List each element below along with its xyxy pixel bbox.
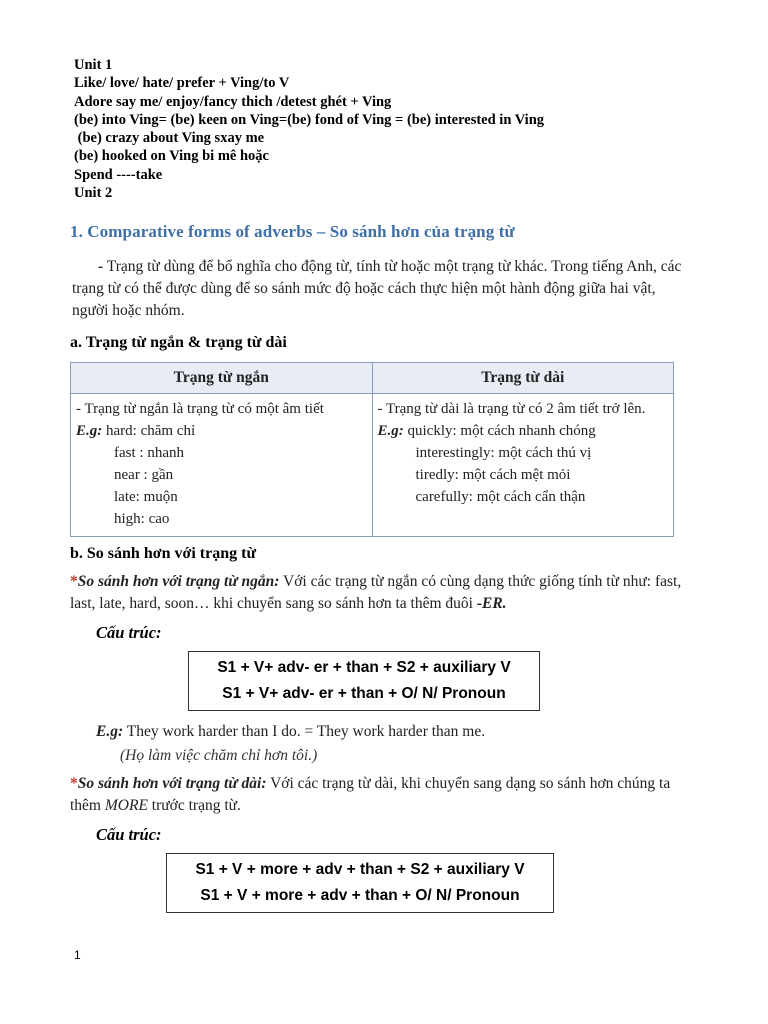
list-item: high: cao [114, 511, 170, 527]
rule-text: Với các trạng từ dài, khi chuyển sang dạng so sánh hơn chúng ta thêm [70, 775, 671, 814]
rule-lead: So sánh hơn với trạng từ ngắn: [77, 573, 280, 590]
long-desc: - Trạng từ dài là trạng từ có 2 âm tiết trở lên. [377, 401, 646, 417]
note-line: (be) crazy about Ving sxay me [74, 130, 265, 147]
rule-text-end: trước trạng từ. [147, 797, 241, 814]
example-line [96, 721, 684, 743]
rule-lead: So sánh hơn với trạng từ dài: [77, 775, 267, 792]
table-header-short: Trạng từ ngắn [71, 363, 373, 394]
formula-line: S1 + V+ adv- er + than + O/ N/ Pronoun [222, 685, 506, 702]
list-item: late: muộn [114, 489, 178, 505]
formula-line: S1 + V + more + adv + than + O/ N/ Pronoun [200, 887, 520, 904]
rule-text: Với các trạng từ ngắn có cùng dạng thức giống tính từ như: fast, last, late, hard, soon… khi chuyển sang so sánh hơn ta thêm đuôi [70, 573, 682, 612]
page-number: 1 [74, 948, 81, 962]
section-title: 1. Comparative forms of adverbs – So sánh hơn của trạng từ [70, 222, 515, 241]
formula-line: S1 + V + more + adv + than + S2 + auxiliary V [195, 861, 525, 878]
short-adverb-cell [71, 394, 373, 537]
structure-label: Cấu trúc: [96, 825, 162, 844]
rule-short-adverbs [70, 571, 684, 615]
note-line: Like/ love/ hate/ prefer + Ving/to V [74, 75, 290, 92]
rule-keyword: MORE [104, 797, 148, 814]
intro-text: Trạng từ dùng để bổ nghĩa cho động từ, tính từ hoặc một trạng từ khác. Trong tiếng Anh, các trạng từ có thể được dùng để so sánh mức độ hoặc cách thực hiện một hành động giữa hai vật, người hoặc nhóm. [72, 258, 682, 319]
list-item: carefully: một cách cẩn thận [415, 489, 586, 505]
example-translation: (Họ làm việc chăm chỉ hơn tôi.) [120, 747, 318, 764]
long-adverb-cell [372, 394, 674, 537]
eg-label: E.g: [96, 723, 124, 740]
list-item: near : gần [114, 467, 174, 483]
example-text: quickly: một cách nhanh chóng [407, 423, 596, 439]
scanned-lesson [70, 222, 684, 913]
list-item [76, 420, 367, 442]
subsection-b-title: b. So sánh hơn với trạng từ [70, 545, 257, 562]
formula-line: S1 + V+ adv- er + than + S2 + auxiliary V [217, 659, 511, 676]
rule-suffix: -ER. [476, 595, 507, 612]
eg-label: E.g: [76, 423, 103, 439]
short-desc: - Trạng từ ngắn là trạng từ có một âm tiết [76, 401, 324, 417]
list-item: tiredly: một cách mệt mỏi [415, 467, 571, 483]
example-text: hard: chăm chỉ [106, 423, 196, 439]
note-line: (be) hooked on Ving bi mê hoặc [74, 148, 269, 165]
structure-label: Cấu trúc: [96, 623, 162, 642]
note-line: Spend ----take [74, 166, 163, 183]
table-header-long: Trạng từ dài [372, 363, 674, 394]
formula-box-long [166, 853, 554, 913]
formula-box-short [188, 651, 540, 711]
example-text: They work harder than I do. = They work harder than me. [123, 723, 486, 740]
unit-notes [74, 56, 544, 202]
intro-paragraph [72, 256, 684, 322]
rule-long-adverbs [70, 773, 684, 817]
bullet-dash: - [98, 258, 104, 275]
list-item [378, 420, 669, 442]
subsection-a-title: a. Trạng từ ngắn & trạng từ dài [70, 334, 287, 351]
list-item: fast : nhanh [114, 445, 184, 461]
eg-label: E.g: [377, 423, 404, 439]
adverb-table [70, 362, 674, 537]
asterisk: * [70, 573, 78, 590]
note-line: Adore say me/ enjoy/fancy thich /detest ghét + Ving [74, 93, 392, 110]
note-line: Unit 2 [74, 185, 113, 202]
list-item: interestingly: một cách thú vị [415, 445, 592, 461]
note-line: (be) into Ving= (be) keen on Ving=(be) fond of Ving = (be) interested in Ving [74, 111, 545, 128]
asterisk: * [70, 775, 78, 792]
note-line: Unit 1 [74, 57, 113, 73]
